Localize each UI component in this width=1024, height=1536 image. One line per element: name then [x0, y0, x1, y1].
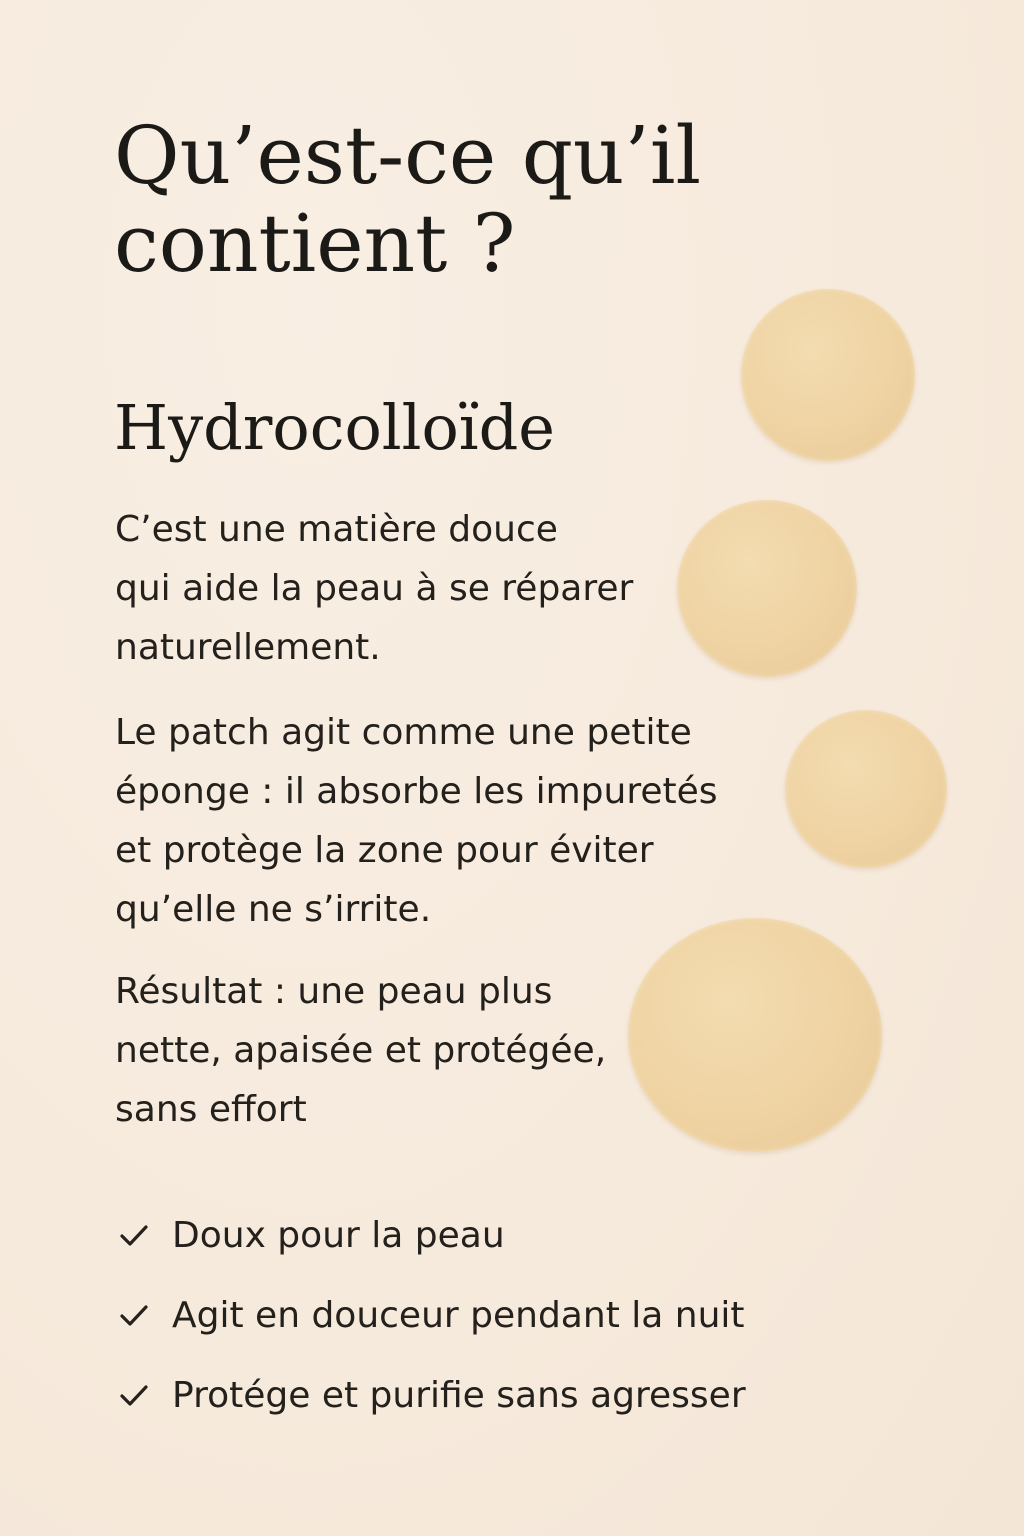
- description-paragraph-2: Le patch agit comme une petite éponge : il absorbe les impuretés et protège la zone pour éviter qu’elle ne s’irrite.: [115, 712, 718, 930]
- result-paragraph: Résultat : une peau plus nette, apaisée et protégée, sans effort: [115, 971, 607, 1130]
- benefits-list: [115, 1196, 915, 1436]
- check-icon: [115, 1217, 153, 1255]
- benefit-item: [115, 1196, 915, 1276]
- check-icon: [115, 1297, 153, 1335]
- ingredient-name: Hydrocolloïde: [114, 391, 555, 464]
- hydrocolloid-patch-image: [677, 500, 857, 677]
- benefit-item: [115, 1356, 915, 1436]
- page-title: Qu’est-ce qu’il contient ?: [114, 109, 702, 290]
- benefit-label: Protége et purifie sans agresser: [172, 1375, 746, 1416]
- hydrocolloid-patch-image: [628, 918, 882, 1152]
- benefit-label: Agit en douceur pendant la nuit: [172, 1295, 745, 1336]
- benefit-label: Doux pour la peau: [172, 1215, 505, 1256]
- hydrocolloid-patch-image: [741, 289, 915, 461]
- benefit-item: [115, 1276, 915, 1356]
- description-paragraph-1: C’est une matière douce qui aide la peau à se réparer naturellement.: [115, 509, 634, 668]
- hydrocolloid-patch-image: [785, 710, 947, 868]
- check-icon: [115, 1377, 153, 1415]
